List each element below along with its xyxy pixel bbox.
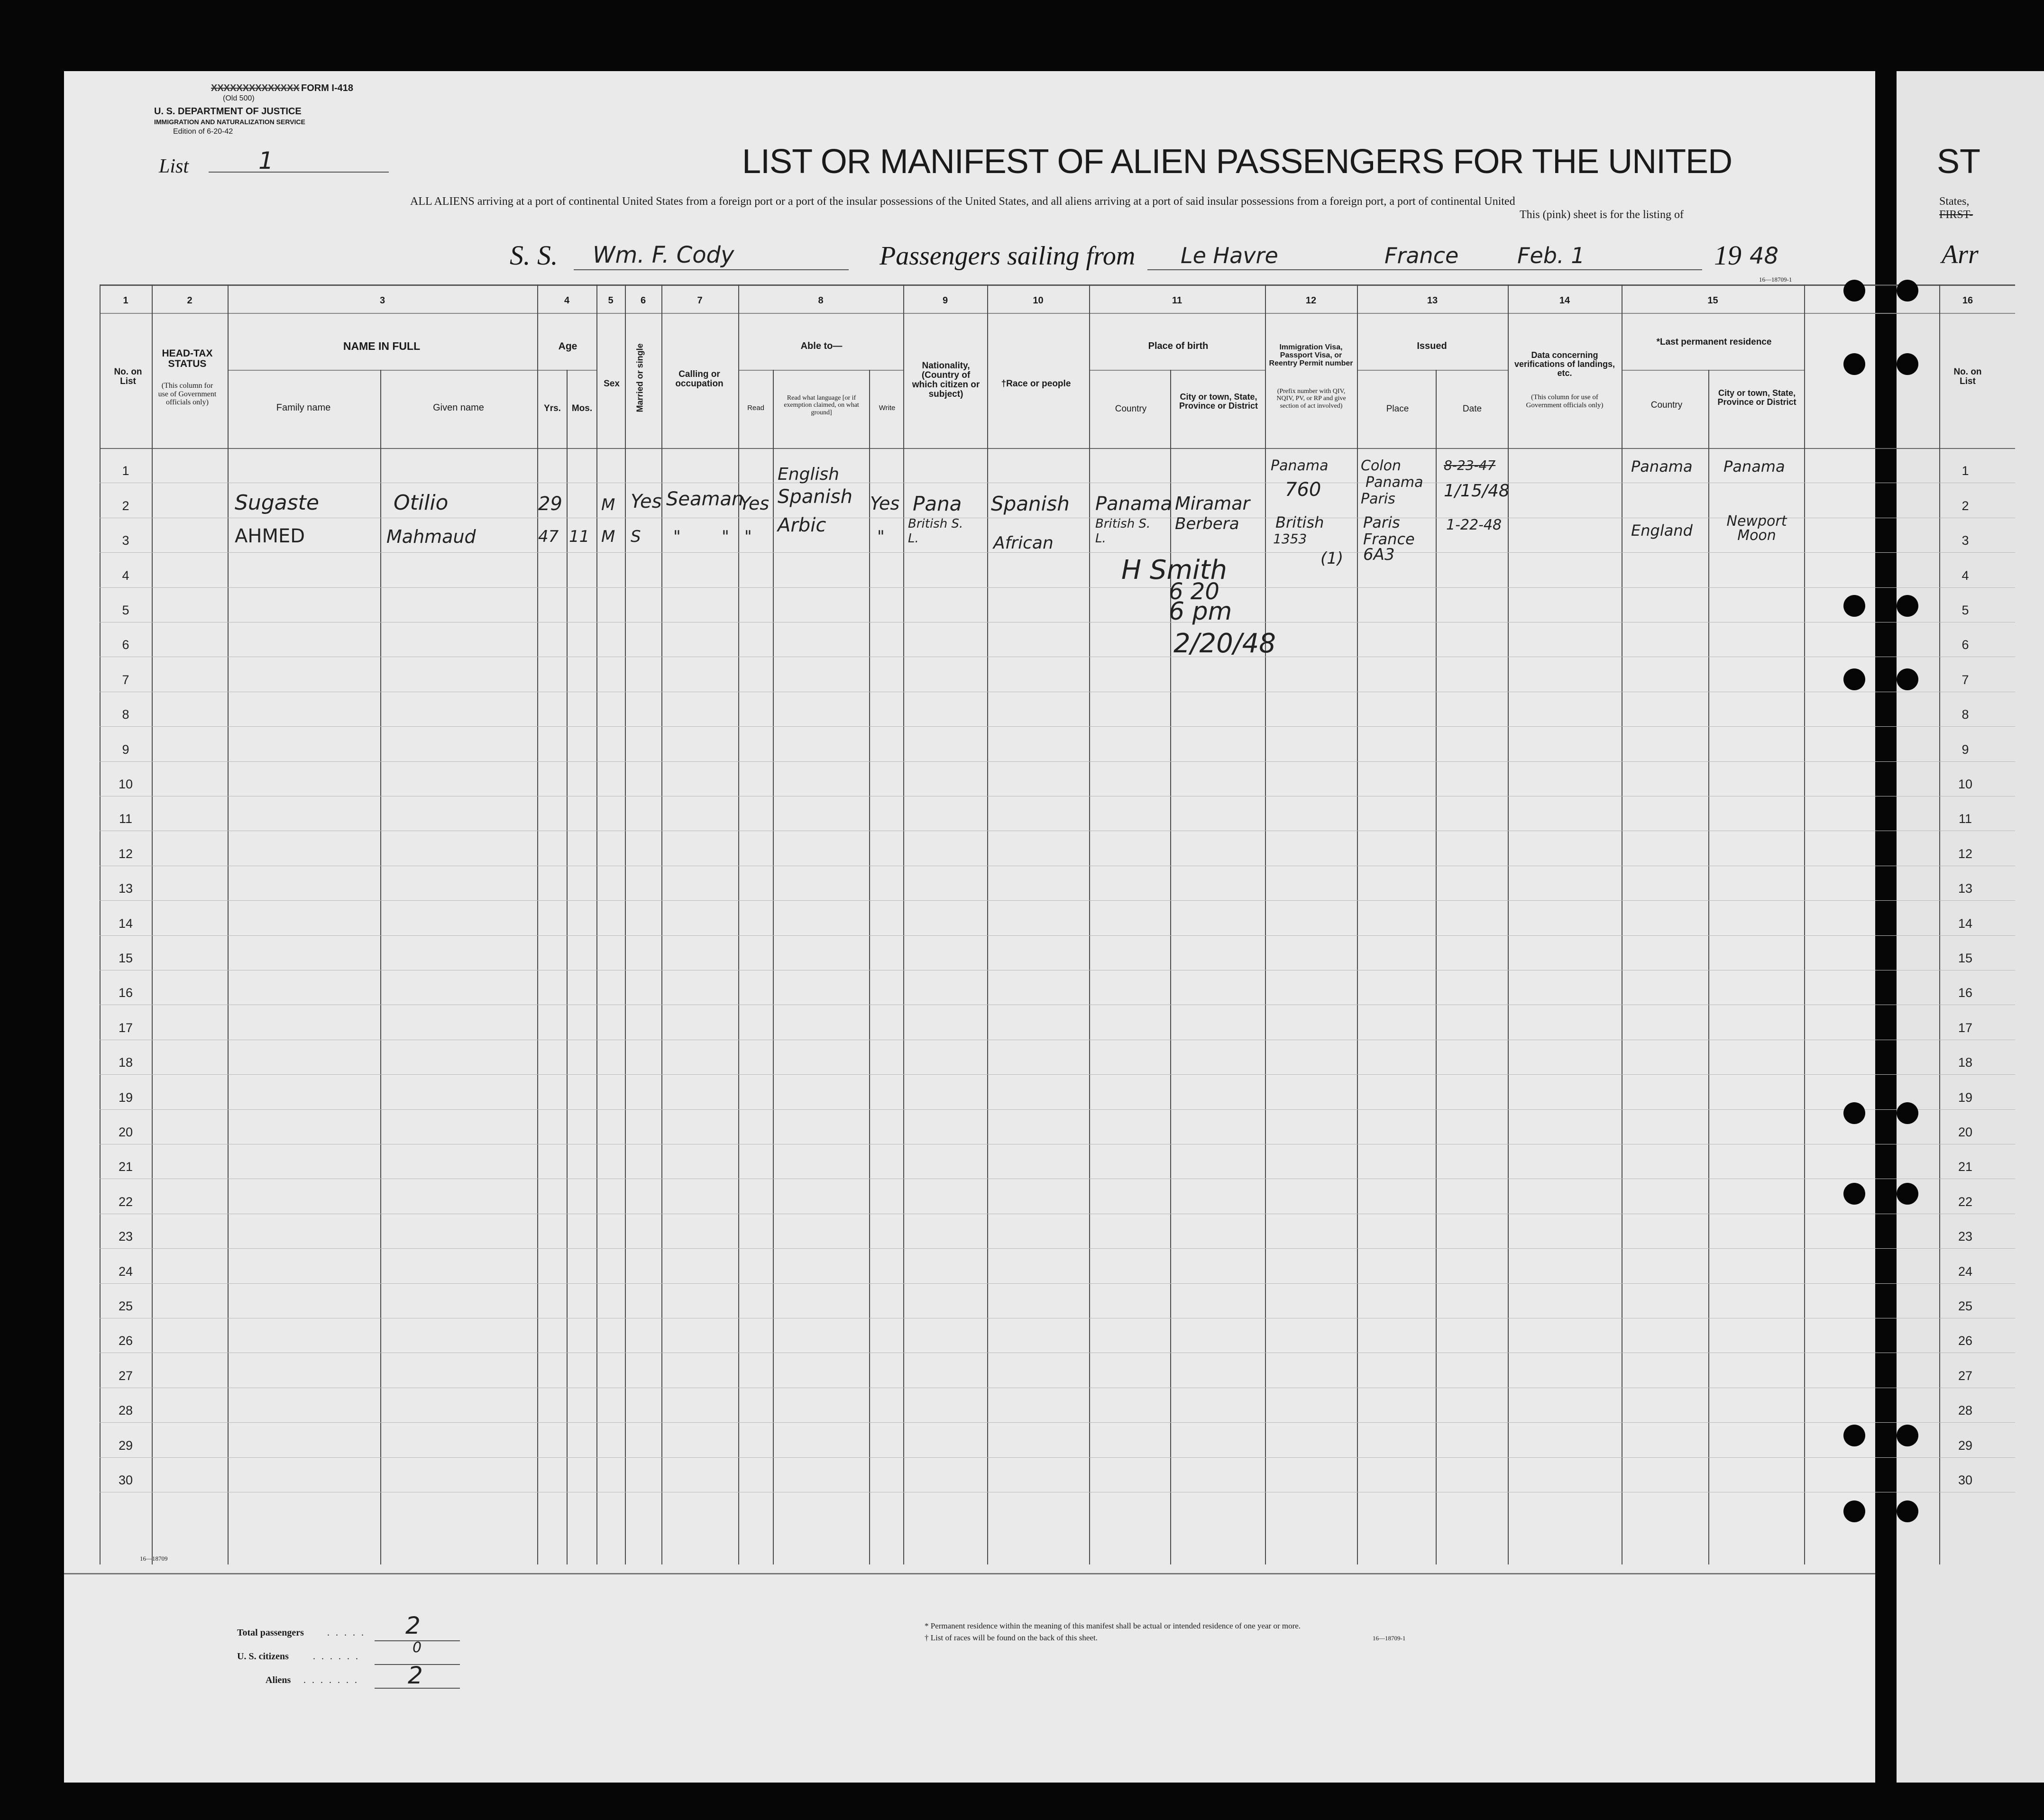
edition-date: Edition of 6-20-42 [173,128,233,136]
p1-birth-city: Miramar [1175,493,1250,514]
row-number-right: 26 [1958,1334,1973,1348]
row-number-left: 11 [119,812,133,826]
p2-given-name: Mahmaud [386,526,476,547]
row-number-left: 24 [118,1264,133,1279]
header-calling: Calling or occupation [675,369,724,389]
row-number-left: 10 [118,777,133,791]
subheader-rule [1089,370,1265,371]
binder-hole [1897,1425,1918,1446]
footnote-permanent-residence: * Permanent residence within the meaning of this manifest shall be actual or intended residence of one year or more. [925,1621,1301,1630]
row-number-right: 25 [1958,1299,1973,1313]
p2-sex: M [601,527,615,546]
footnote-races: † List of races will be found on the back of this sheet. [925,1633,1098,1642]
department-name: U. S. DEPARTMENT OF JUSTICE [154,106,302,117]
column-number-4: 4 [564,295,570,306]
aliens-value: 2 [408,1662,423,1689]
p1-family-name: Sugaste [235,491,319,515]
p2-visa-2: 1353 [1273,531,1307,547]
header-visa-note: (Prefix number with QIV, NQIV, PV, or RP and give section of act involved) [1276,388,1346,410]
p2-issued-date-1: 1-22-48 [1446,517,1502,533]
column-number-2: 2 [187,295,192,306]
p1-read: Yes [740,493,770,514]
row-number-right: 13 [1958,881,1973,896]
column-rule [773,370,774,1564]
row-number-right: 3 [1962,533,1969,548]
column-number-3: 3 [379,295,385,306]
row-number-left: 23 [118,1229,133,1244]
binder-hole [1843,668,1865,690]
row-number-left: 1 [122,464,129,478]
row-rule [100,1109,2015,1110]
departure-country: France [1384,243,1459,268]
p2-issued-place-1: Paris [1363,513,1400,531]
header-sex: Sex [604,379,620,389]
row-rule [100,1283,2015,1284]
column-rule [1508,284,1509,1564]
row-number-left: 19 [118,1090,133,1105]
row-number-right: 24 [1958,1264,1973,1279]
row-number-left: 26 [118,1334,133,1348]
p2-married: S [631,527,641,546]
row-number-left: 18 [118,1055,133,1070]
binder-hole [1843,595,1865,617]
subtitle-line-2: This (pink) sheet is for the listing of [1520,209,1684,221]
bottom-form-code: 16—18709 [140,1555,168,1562]
p1-age-yrs: 29 [538,493,562,515]
p1-issued-date-1: 8-23-47 [1444,457,1496,473]
row-number-left: 27 [118,1368,133,1383]
footnote-code: 16—18709-1 [1373,1635,1406,1642]
header-data-concerning: Data concerning verifications of landings, etc. [1514,350,1615,378]
binder-hole [1843,1500,1865,1522]
header-birth-city: City or town, State, Province or District [1179,392,1258,411]
row-number-right: 6 [1962,638,1969,652]
column-number-5: 5 [608,295,614,306]
header-issued-date: Date [1462,404,1482,414]
us-citizens-dots: . . . . . . [313,1651,360,1662]
row-number-left: 15 [118,951,133,965]
row-number-right: 23 [1958,1229,1973,1244]
total-passengers-dots: . . . . . [327,1628,366,1638]
p1-issued-place-2: Panama [1366,474,1423,491]
column-number-10: 10 [1033,295,1044,306]
binder-hole [1843,1183,1865,1205]
column-number-6: 6 [640,295,646,306]
table-top-rule [100,284,2015,286]
binder-hole [1843,280,1865,302]
ship-underline [574,269,849,270]
row-number-right: 12 [1958,846,1973,861]
p2-issued-place-2: France [1363,530,1415,548]
form-code: 16—18709-1 [1759,276,1792,283]
row-rule [100,726,2015,727]
column-rule [567,370,568,1564]
list-label: List [159,155,189,177]
p2-race: African [993,533,1054,553]
row-number-left: 30 [118,1473,133,1487]
column-rule [903,284,904,1564]
row-number-right: 21 [1958,1160,1973,1174]
column-rule [1170,370,1171,1564]
p1-issued-date-2: 1/15/48 [1444,481,1510,501]
column-number-14: 14 [1559,295,1570,306]
row-number-left: 12 [118,846,133,861]
p1-married: Yes [631,491,662,512]
column-rule [537,284,538,1564]
header-issued-place: Place [1386,404,1409,414]
annotation-line-2: 6 pm [1169,597,1232,626]
page-title: LIST OR MANIFEST OF ALIEN PASSENGERS FOR THE UNITED [742,143,1732,181]
header-family-name: Family name [276,402,331,413]
row-number-left: 5 [122,603,129,617]
bottom-divider [64,1573,1875,1574]
ship-name: Wm. F. Cody [593,242,734,268]
list-number: 1 [258,147,274,174]
row-number-right: 7 [1962,672,1969,687]
header-last-residence: *Last permanent residence [1656,337,1772,347]
header-bottom-rule [100,448,2015,449]
header-married: Married or single [635,343,645,412]
row-number-right: 16 [1958,986,1973,1000]
row-number-left: 6 [122,638,129,652]
header-able-to: Able to— [800,341,843,351]
subheader-rule [1622,370,1804,371]
binder-hole [1897,1102,1918,1124]
row-rule [100,1457,2015,1458]
column-number-9: 9 [942,295,948,306]
right-page-title-fragment: ST [1937,143,1981,181]
header-read-language: Read what language [or if exemption claimed, on what ground] [784,394,859,416]
struck-form-number: XXXXXXXXXXXXXX [211,83,300,93]
p1-given-name: Otilio [394,491,449,515]
row-rule [100,587,2015,588]
row-number-right: 1 [1962,464,1969,478]
p2-calling: " " [673,527,729,546]
year-suffix: 48 [1750,243,1779,269]
column-number-7: 7 [697,295,703,306]
column-rule [1357,284,1358,1564]
total-passengers-value: 2 [405,1612,421,1639]
binder-hole [1843,1102,1865,1124]
right-page-header-no-on-list: No. on List [1953,367,1982,386]
row-rule [100,552,2015,553]
header-write: Write [879,404,896,412]
aliens-dots: . . . . . . . [303,1675,359,1685]
right-page-column-number: 16 [1962,295,1973,306]
column-rule [661,284,662,1564]
right-page-rule [1939,284,1940,1564]
row-number-right: 18 [1958,1055,1973,1070]
header-res-country: Country [1650,400,1683,410]
p1-issued-place-3: Paris [1361,491,1395,507]
row-number-left: 13 [118,881,133,896]
subtitle-line-1: ALL ALIENS arriving at a port of continental United States from a foreign port or a port of the insular possessions of the United States, and all aliens arriving at a port of said insular possessions from a foreign port, a port of continental United [410,195,1515,208]
p1-race: Spanish [991,492,1070,515]
subheader-rule [738,370,903,371]
binder-hole [1843,353,1865,375]
row-number-right: 15 [1958,951,1973,965]
header-birth-country: Country [1115,404,1147,414]
row-number-left: 8 [122,707,129,722]
p2-age-mos: 11 [569,527,590,546]
header-age: Age [558,341,577,352]
header-visa: Immigration Visa, Passport Visa, or Reentry Permit number [1269,343,1353,367]
row-number-right: 10 [1958,777,1973,791]
annotation-line-3: 2/20/48 [1173,628,1276,659]
column-number-rule [100,313,2015,314]
header-data-note: (This column for use of Government officials only) [1526,393,1604,409]
row-rule [100,1422,2015,1423]
old-form-number: (Old 500) [223,94,255,102]
column-rule [152,284,153,1564]
row-number-right: 9 [1962,742,1969,757]
row-number-left: 28 [118,1403,133,1418]
p2-family-name: AHMED [235,525,305,547]
p1-res-country: Panama [1631,457,1693,476]
row-number-left: 9 [122,742,129,757]
binder-hole [1897,668,1918,690]
p1-language-2: Spanish [778,486,852,508]
year-prefix: 19 [1714,240,1742,271]
form-number: FORM I-418 [301,83,354,93]
p1-write: Yes [870,493,900,514]
row-number-right: 14 [1958,916,1973,931]
column-number-15: 15 [1707,295,1718,306]
p2-issued-place-3: 6A3 [1363,545,1395,564]
column-number-13: 13 [1427,295,1438,306]
p1-calling: Seaman [666,488,744,510]
row-number-right: 27 [1958,1368,1973,1383]
row-number-left: 14 [118,916,133,931]
column-rule [380,370,381,1564]
p1-language-1: English [778,465,839,484]
column-rule [987,284,988,1564]
departure-date: Feb. 1 [1517,243,1585,268]
column-rule [869,370,870,1564]
row-number-left: 22 [118,1194,133,1209]
p1-visa-1: Panama [1271,457,1329,474]
row-number-left: 20 [118,1125,133,1139]
row-number-right: 30 [1958,1473,1973,1487]
row-number-left: 17 [118,1020,133,1035]
row-number-right: 5 [1962,603,1969,617]
p2-age-yrs: 47 [538,527,559,546]
p1-nationality: Pana [913,492,962,515]
header-read: Read [747,404,764,412]
row-rule [100,900,2015,901]
row-number-right: 20 [1958,1125,1973,1139]
row-number-left: 25 [118,1299,133,1313]
p2-nationality: British S. L. [908,517,963,546]
binder-hole [1897,353,1918,375]
column-number-11: 11 [1172,295,1182,306]
header-no-on-list: No. on List [114,367,142,386]
row-number-right: 22 [1958,1194,1973,1209]
column-rule [1708,370,1709,1564]
column-rule [1436,370,1437,1564]
right-page-arrival-fragment: Arr [1942,240,1979,269]
header-name-in-full: NAME IN FULL [343,340,421,352]
header-res-city: City or town, State, Province or District [1717,388,1797,407]
header-mos: Mos. [571,403,593,413]
p1-issued-place-1: Colon [1361,457,1402,474]
p2-birth-city: Berbera [1175,514,1239,533]
row-rule [100,1248,2015,1249]
binder-hole [1897,1183,1918,1205]
list-underline [209,172,389,173]
header-nationality: Nationality, (Country of which citizen or subject) [912,361,980,399]
column-rule [1804,284,1805,1564]
column-rule [1089,284,1090,1564]
header-issued: Issued [1417,341,1447,351]
p1-birth-country: Panama [1095,493,1172,515]
binder-hole [1897,1500,1918,1522]
sailing-label: Passengers sailing from [880,241,1136,271]
column-rule [100,284,101,1564]
p2-read: " [744,527,752,546]
header-given-name: Given name [433,402,484,413]
ss-label: S. S. [510,240,558,271]
row-rule [100,935,2015,936]
service-name: IMMIGRATION AND NATURALIZATION SERVICE [154,118,305,126]
row-number-right: 11 [1958,812,1972,826]
binder-hole [1897,595,1918,617]
p2-visa-3: (1) [1320,549,1344,568]
us-citizens-value: 0 [412,1639,422,1656]
p1-visa-2: 760 [1285,479,1321,501]
row-number-right: 17 [1958,1020,1973,1035]
row-number-left: 29 [118,1438,133,1453]
subheader-rule [228,370,537,371]
total-passengers-label: Total passengers [237,1628,304,1638]
header-place-of-birth: Place of birth [1148,341,1209,351]
column-number-12: 12 [1305,295,1317,306]
header-head-tax-note: (This column for use of Government officials only) [158,382,217,407]
row-number-left: 16 [118,986,133,1000]
right-page-first-fragment: FIRST- [1939,209,1973,221]
header-head-tax: HEAD-TAX STATUS [162,348,213,370]
row-rule [100,761,2015,762]
column-number-1: 1 [123,295,128,306]
voyage-underline [1147,269,1702,270]
p2-visa-1: British [1275,513,1324,531]
row-number-left: 3 [122,533,129,548]
row-number-right: 29 [1958,1438,1973,1453]
us-citizens-label: U. S. citizens [237,1651,289,1662]
column-rule [1265,284,1266,1564]
header-yrs: Yrs. [544,403,561,413]
column-rule [738,284,739,1564]
row-number-right: 8 [1962,707,1969,722]
departure-port: Le Havre [1181,243,1278,268]
column-rule [228,284,229,1564]
subheader-rule [1357,370,1508,371]
row-number-left: 2 [122,498,129,513]
row-number-left: 7 [122,672,129,687]
binder-hole [1897,280,1918,302]
p2-write: " [877,527,885,546]
row-rule [100,1074,2015,1075]
row-number-left: 4 [122,568,129,583]
p2-language-1: Arbic [778,514,826,536]
row-number-left: 21 [118,1160,133,1174]
p2-birth-country: British S. L. [1095,517,1151,546]
p1-sex: M [601,495,615,514]
annotation-line-1: 6 20 [1169,578,1219,605]
row-number-right: 28 [1958,1403,1973,1418]
binder-hole [1843,1425,1865,1446]
right-page-subtitle-fragment: States, [1939,195,1970,208]
row-number-right: 2 [1962,498,1969,513]
row-number-right: 19 [1958,1090,1973,1105]
p2-res-city: Newport Moon [1726,513,1787,544]
annotation-name: H Smith [1121,555,1228,585]
aliens-label: Aliens [266,1675,291,1685]
column-rule [625,284,626,1564]
column-rule [596,284,597,1564]
row-number-right: 4 [1962,568,1969,583]
p1-res-city: Panama [1723,457,1785,476]
column-number-8: 8 [818,295,824,306]
header-race: †Race or people [1001,379,1071,389]
manifest-sheet [64,71,1875,1783]
p2-res-country: England [1631,521,1693,540]
